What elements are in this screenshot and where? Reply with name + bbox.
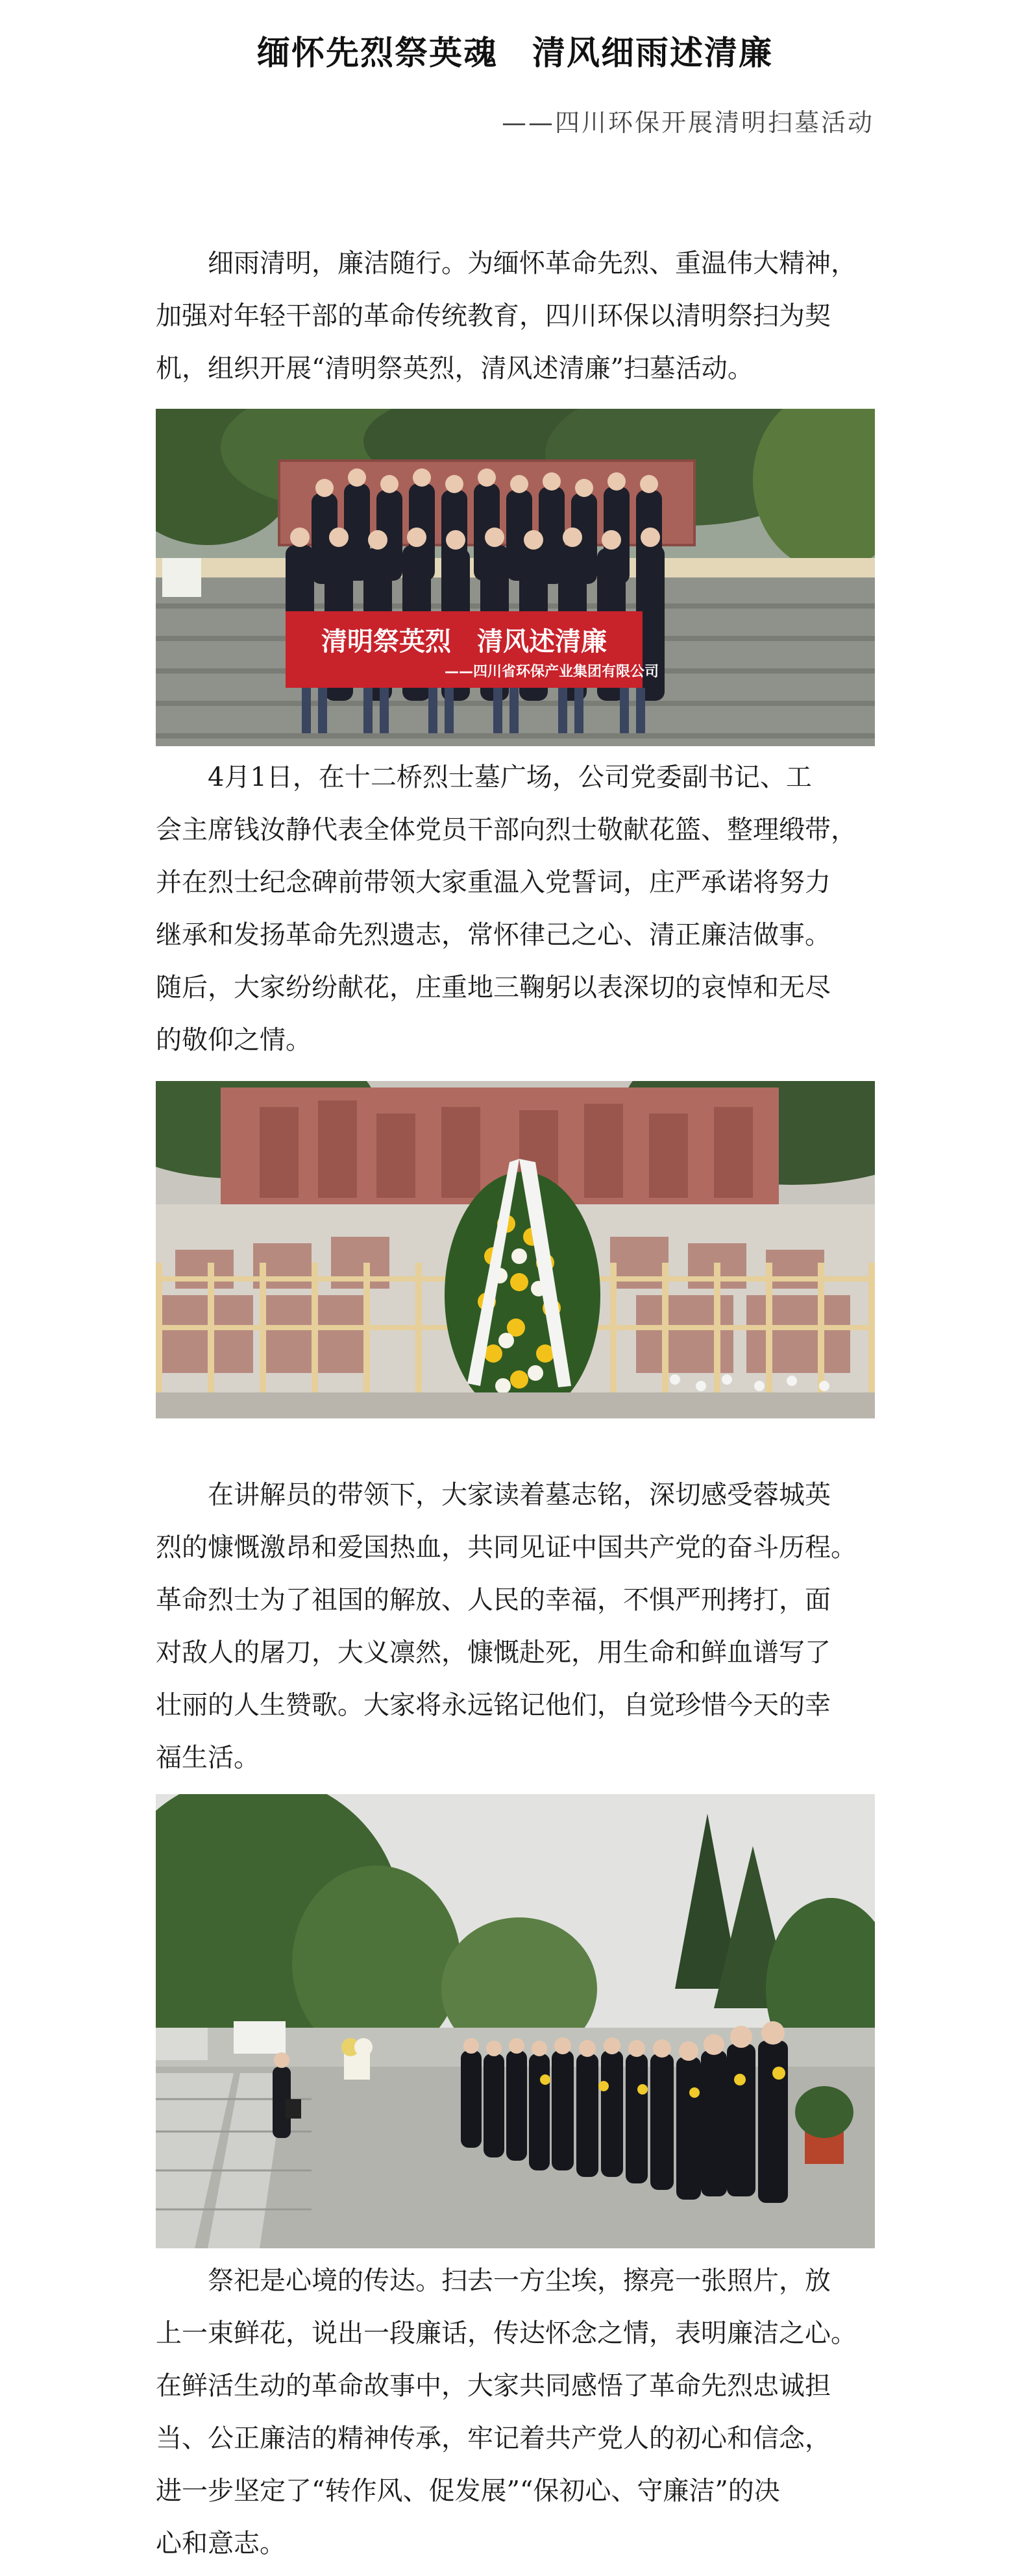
wreath-photo: [156, 1081, 875, 1418]
paragraph-line: 加强对年轻干部的革命传统教育，四川环保以清明祭扫为契: [156, 301, 831, 331]
paragraph-3: [156, 1469, 875, 1784]
paragraph-line: 对敌人的屠刀，大义凛然，慷慨赴死，用生命和鲜血谱写了: [156, 1638, 831, 1668]
paragraph-line: 4月1日，在十二桥烈士墓广场，公司党委副书记、工: [156, 762, 812, 792]
paragraph-2: [156, 751, 875, 1067]
group-photo: [156, 409, 875, 746]
ceremony-photo: [156, 1794, 875, 2248]
group-photo-image: [156, 409, 875, 746]
paragraph-line: 在讲解员的带领下，大家读着墓志铭，深切感受蓉城英: [156, 1480, 831, 1510]
paragraph-line: 并在烈士纪念碑前带领大家重温入党誓词，庄严承诺将努力: [156, 868, 831, 897]
paragraph-line: 心和意志。: [156, 2529, 286, 2558]
article-title: 缅怀先烈祭英魂 清风细雨述清廉: [256, 34, 773, 73]
paragraph-line: 的敬仰之情。: [156, 1025, 312, 1055]
paragraph-line: 烈的慷慨激昂和爱国热血，共同见证中国共产党的奋斗历程。: [156, 1533, 857, 1562]
ceremony-photo-image: [156, 1794, 875, 2248]
paragraph-line: 祭祀是心境的传达。扫去一方尘埃，擦亮一张照片，放: [156, 2266, 831, 2296]
paragraph-line: 机，组织开展“清明祭英烈，清风述清廉”扫墓活动。: [156, 354, 754, 383]
paragraph-line: 细雨清明，廉洁随行。为缅怀革命先烈、重温伟大精神，: [156, 249, 857, 278]
banner-main-text: 清明祭英烈 清风述清廉: [321, 627, 607, 657]
paragraph-line: 会主席钱汝静代表全体党员干部向烈士敬献花篮、整理缎带，: [156, 815, 857, 845]
paragraph-line: 随后，大家纷纷献花，庄重地三鞠躬以表深切的哀悼和无尽: [156, 973, 831, 1002]
paragraph-line: 在鲜活生动的革命故事中，大家共同感悟了革命先烈忠诚担: [156, 2371, 831, 2401]
banner-sub-text: ——四川省环保产业集团有限公司: [444, 664, 659, 680]
paragraph-line: 福生活。: [156, 1743, 260, 1773]
paragraph-line: 革命烈士为了祖国的解放、人民的幸福，不惧严刑拷打，面: [156, 1585, 831, 1615]
paragraph-line: 进一步坚定了“转作风、促发展”“保初心、守廉洁”的决: [156, 2476, 780, 2506]
paragraph-line: 壮丽的人生赞歌。大家将永远铭记他们，自觉珍惜今天的幸: [156, 1690, 831, 1720]
paragraph-4: [156, 2255, 875, 2570]
article-subtitle: ——四川环保开展清明扫墓活动: [501, 108, 874, 137]
wreath-photo-image: [156, 1081, 875, 1418]
paragraph-1: [156, 237, 875, 395]
paragraph-line: 上一束鲜花，说出一段廉话，传达怀念之情，表明廉洁之心。: [156, 2318, 857, 2348]
paragraph-line: 当、公正廉洁的精神传承，牢记着共产党人的初心和信念，: [156, 2424, 831, 2453]
paragraph-line: 继承和发扬革命先烈遗志，常怀律己之心、清正廉洁做事。: [156, 920, 831, 950]
